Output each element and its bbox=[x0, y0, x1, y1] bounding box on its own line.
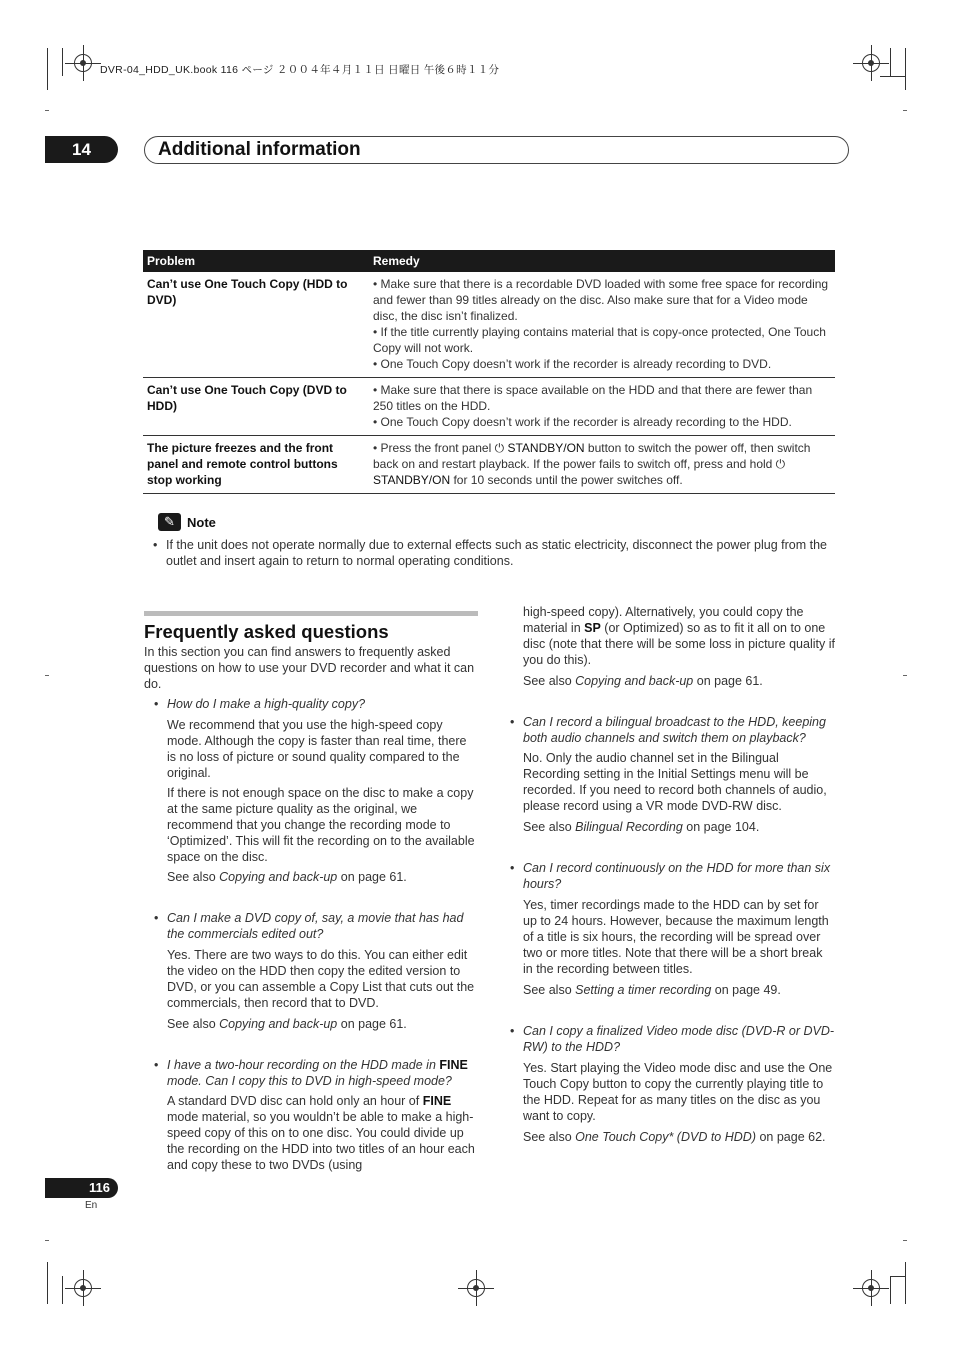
faq-answer: Yes. Start playing the Video mode disc and use the One Touch Copy button to copy the currently playing title to the HDD. Repeat for as many titles on the disc as you want to copy. bbox=[523, 1061, 833, 1123]
remedy-line: • Make sure that there is space available on the HDD and that there are fewer than 250 titles on the HDD. bbox=[373, 383, 813, 413]
power-icon: ⏻ bbox=[494, 441, 505, 455]
faq-answer: We recommend that you use the high-speed copy mode. Although the copy is faster than real time, there is no loss of picture or sound quality compared to the original. bbox=[167, 718, 467, 780]
section-divider-bar bbox=[144, 611, 478, 616]
faq-question: • How do I make a high-quality copy? bbox=[154, 697, 366, 711]
power-icon: ⏻ bbox=[775, 457, 786, 471]
table-row bbox=[143, 378, 835, 436]
problem-cell: The picture freezes and the front panel and remote control buttons stop working bbox=[143, 436, 369, 494]
note-label: Note bbox=[187, 515, 216, 530]
faq-answer: A standard DVD disc can hold only an hour of FINE mode material, so you wouldn’t be able to make a high-speed copy of this on to one disc. You could divide up the recording on the HDD into two titles of an hour each and copy these to two DVDs (using bbox=[167, 1094, 475, 1172]
see-also: See also Copying and back-up on page 61. bbox=[167, 870, 407, 884]
note-body: If the unit does not operate normally due to external effects such as static electricity, disconnect the power plug from the outlet and insert again to return to normal operating conditions. bbox=[166, 538, 828, 568]
faq-right-column bbox=[510, 604, 835, 1145]
remedy-cell bbox=[369, 378, 835, 436]
see-also: See also Setting a timer recording on page 49. bbox=[523, 983, 781, 997]
table-row bbox=[143, 272, 835, 378]
faq-intro: In this section you can find answers to frequently asked questions on how to use your DVD recorder and what it can do. bbox=[144, 645, 475, 691]
faq-question: • Can I record continuously on the HDD for more than six hours? bbox=[510, 861, 831, 891]
faq-answer: Yes. There are two ways to do this. You can either edit the video on the HDD then copy the edited version to DVD, or you can assemble a Copy List that cuts out the commercials, then record that to DVD. bbox=[167, 948, 475, 1010]
remedy-text: • Press the front panel bbox=[373, 441, 495, 455]
table-row bbox=[143, 436, 835, 494]
column-header-remedy: Remedy bbox=[369, 250, 835, 272]
pencil-icon: ✎ bbox=[158, 513, 181, 531]
faq-answer: No. Only the audio channel set in the Bilingual Recording setting in the Initial Settings menu will be recorded. If you need to record both channels of audio, please record using a VR mode DVD-RW disc. bbox=[523, 751, 827, 813]
see-also: See also Bilingual Recording on page 104. bbox=[523, 820, 760, 834]
remedy-cell bbox=[369, 272, 835, 378]
print-slug: DVR-04_HDD_UK.book 116 ページ ２００４年４月１１日 日曜日 午後６時１１分 bbox=[100, 64, 500, 76]
note-text bbox=[153, 537, 833, 569]
chapter-title: Additional information bbox=[144, 136, 849, 164]
page-number: 116 bbox=[45, 1178, 118, 1198]
section-title: Frequently asked questions bbox=[144, 621, 389, 642]
chapter-number: 14 bbox=[45, 136, 118, 163]
see-also: See also Copying and back-up on page 61. bbox=[167, 1017, 407, 1031]
faq-question: • I have a two-hour recording on the HDD made in FINE mode. Can I copy this to DVD in high-speed mode? bbox=[154, 1058, 468, 1088]
faq-answer: high-speed copy). Alternatively, you could copy the material in SP (or Optimized) so as to fit it all on to one disc (note that there will be some loss in picture quality if you do this). bbox=[523, 605, 835, 667]
see-also: See also Copying and back-up on page 61. bbox=[523, 674, 763, 688]
remedy-line: • One Touch Copy doesn’t work if the recorder is already recording to DVD. bbox=[373, 357, 772, 371]
column-header-problem: Problem bbox=[143, 250, 369, 272]
remedy-line: • One Touch Copy doesn’t work if the recorder is already recording to the HDD. bbox=[373, 415, 792, 429]
faq-question: • Can I make a DVD copy of, say, a movie that has had the commercials edited out? bbox=[154, 911, 464, 941]
problem-cell: Can’t use One Touch Copy (DVD to HDD) bbox=[143, 378, 369, 436]
language-code: En bbox=[85, 1200, 98, 1211]
faq-left-column bbox=[144, 644, 478, 1173]
see-also: See also One Touch Copy* (DVD to HDD) on page 62. bbox=[523, 1130, 826, 1144]
problem-cell: Can’t use One Touch Copy (HDD to DVD) bbox=[143, 272, 369, 378]
troubleshooting-table bbox=[143, 250, 835, 494]
remedy-text: for 10 seconds until the power switches off. bbox=[450, 473, 683, 487]
standby-on-key: STANDBY/ON bbox=[507, 441, 585, 455]
faq-answer: Yes, timer recordings made to the HDD can by set for up to 24 hours. However, because the maximum length of a title is six hours, the recording will be spread over two or more titles. Note that there will be a short break in the recording between titles. bbox=[523, 898, 829, 976]
remedy-text: button to switch the power off, then switch back on and restart playback. If the power fails to switch off, press and hold bbox=[373, 441, 811, 471]
faq-question: • Can I copy a finalized Video mode disc (DVD-R or DVD-RW) to the HDD? bbox=[510, 1024, 835, 1054]
table-header-row bbox=[143, 250, 835, 272]
faq-question: • Can I record a bilingual broadcast to the HDD, keeping both audio channels and switch them on playback? bbox=[510, 715, 826, 745]
bullet: • bbox=[153, 538, 158, 552]
remedy-line: • If the title currently playing contains material that is copy-once protected, One Touch Copy will not work. bbox=[373, 325, 826, 355]
faq-answer: If there is not enough space on the disc to make a copy at the same picture quality as the original, we recommend that you change the recording mode to ‘Optimized’. This will fit the recording on to the available space on the disc. bbox=[167, 786, 475, 864]
standby-on-key: STANDBY/ON bbox=[373, 473, 451, 487]
remedy-line: • Make sure that there is a recordable DVD loaded with some free space for recording and fewer than 99 titles already on the disc. Also make sure that for a Video mode disc, the disc isn’t finalized. bbox=[373, 277, 829, 323]
remedy-cell bbox=[369, 436, 835, 494]
